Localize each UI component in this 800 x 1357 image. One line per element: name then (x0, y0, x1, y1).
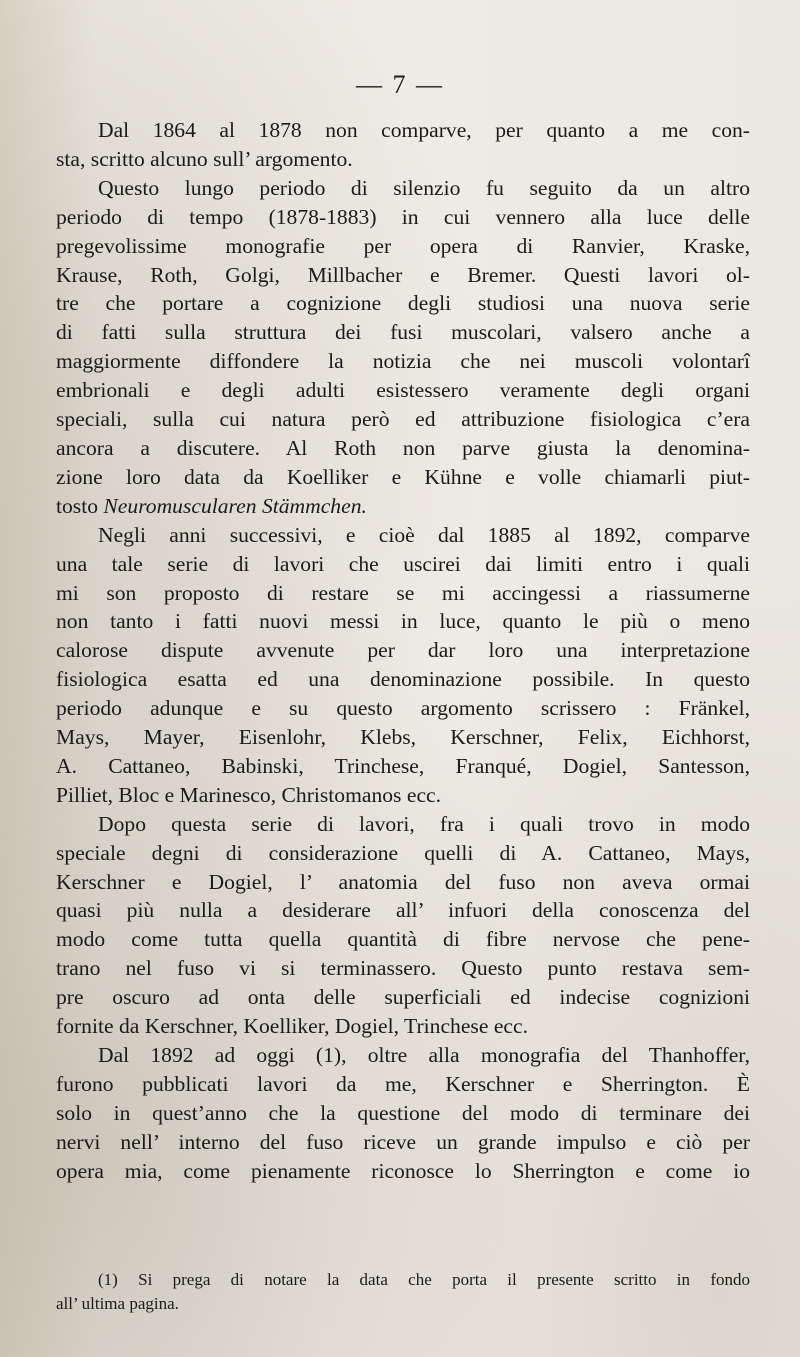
text-line-content: tre che portare a cognizione degli studiosi una nuova serie (56, 291, 750, 316)
text-line (56, 376, 750, 405)
text-line (56, 1128, 750, 1157)
text-line-content: Questo lungo periodo di silenzio fu seguito da un altro (98, 175, 750, 200)
text-line-content: periodo di tempo (1878-1883) in cui vennero alla luce delle (56, 204, 750, 229)
text-line (56, 925, 750, 954)
text-line (56, 203, 750, 232)
text-line (56, 405, 750, 434)
text-line-content: embrionali e degli adulti esistessero veramente degli organi (56, 378, 750, 403)
text-line-content: sta, scritto alcuno sull’ argomento. (56, 146, 353, 171)
text-line-content: Krause, Roth, Golgi, Millbacher e Bremer. Questi lavori ol- (56, 262, 750, 287)
text-line (56, 694, 750, 723)
text-line (56, 1157, 750, 1186)
text-line (56, 896, 750, 925)
text-line-content: di fatti sulla struttura dei fusi muscolari, valsero anche a (56, 320, 750, 345)
text-line (56, 868, 750, 897)
text-line (56, 521, 750, 550)
footnote-line: (1) Si prega di notare la data che porta il presente scritto in fondo (98, 1270, 750, 1289)
text-line-content: ancora a discutere. Al Roth non parve giusta la denomina- (56, 435, 750, 460)
text-line (56, 810, 750, 839)
text-line (56, 492, 750, 521)
text-line (56, 318, 750, 347)
text-line-content: A. Cattaneo, Babinski, Trinchese, Franqué, Dogiel, Santesson, (56, 753, 750, 778)
text-line-content: quasi più nulla a desiderare all’ infuori della conoscenza del (56, 898, 750, 923)
text-line (56, 434, 750, 463)
text-line-content: Kerschner e Dogiel, l’ anatomia del fuso non aveva ormai (56, 869, 750, 894)
main-text (56, 116, 750, 1186)
text-line-content: Mays, Mayer, Eisenlohr, Klebs, Kerschner, Felix, Eichhorst, (56, 725, 750, 750)
text-line-content: furono pubblicati lavori da me, Kerschner e Sherrington. È (56, 1071, 750, 1096)
text-line-content: pregevolissime monografie per opera di Ranvier, Kraske, (56, 233, 750, 258)
text-line-content: opera mia, come pienamente riconosce lo Sherrington e come io (56, 1158, 750, 1183)
text-line-content: Dal 1892 ad oggi (1), oltre alla monografia del Thanhoffer, (98, 1043, 750, 1067)
text-line (56, 289, 750, 318)
italic-term: Neuromuscularen Stämmchen. (103, 493, 367, 518)
text-line (56, 752, 750, 781)
text-line-content: nervi nell’ interno del fuso riceve un grande impulso e ciò per (56, 1129, 750, 1154)
text-line-content: solo in quest’anno che la questione del modo di terminare dei (56, 1100, 750, 1125)
text-line-content: fornite da Kerschner, Koelliker, Dogiel, Trinchese ecc. (56, 1014, 528, 1039)
text-line (56, 954, 750, 983)
text-line-content: periodo adunque e su questo argomento scrissero : Fränkel, (56, 696, 750, 721)
text-line (56, 1099, 750, 1128)
text-line-content: zione loro data da Koelliker e Kühne e volle chiamarli piut- (56, 464, 750, 489)
text-line (56, 116, 750, 145)
text-line (56, 463, 750, 492)
text-line-content: modo come tutta quella quantità di fibre nervose che pene- (56, 927, 750, 952)
text-line (56, 347, 750, 376)
footnote (56, 1268, 750, 1316)
page-number: — 7 — (356, 70, 444, 99)
text-line (56, 174, 750, 203)
text-line (56, 1070, 750, 1099)
text-line (56, 261, 750, 290)
text-line (56, 1012, 750, 1041)
text-line (56, 579, 750, 608)
text-line (56, 983, 750, 1012)
text-line-content: speciali, sulla cui natura però ed attribuzione fisiologica c’era (56, 407, 750, 432)
text-line-content: tosto (56, 493, 104, 518)
text-line (56, 145, 750, 174)
footnote-line: all’ ultima pagina. (56, 1294, 179, 1313)
text-line (56, 665, 750, 694)
text-line (56, 550, 750, 579)
text-line (56, 607, 750, 636)
text-line-content: Dopo questa serie di lavori, fra i quali trovo in modo (98, 811, 750, 836)
text-line-content: pre oscuro ad onta delle superficiali ed indecise cognizioni (56, 985, 750, 1010)
text-line-content: maggiormente diffondere la notizia che nei muscoli volontarî (56, 349, 750, 374)
text-line-content: una tale serie di lavori che uscirei dai limiti entro i quali (56, 551, 750, 576)
text-line (56, 232, 750, 261)
text-line (56, 1041, 750, 1070)
text-line-content: non tanto i fatti nuovi messi in luce, quanto le più o meno (56, 609, 750, 634)
text-line (56, 723, 750, 752)
text-line-content: speciale degni di considerazione quelli di A. Cattaneo, Mays, (56, 840, 750, 865)
text-line-content: fisiologica esatta ed una denominazione possibile. In questo (56, 667, 750, 692)
text-line-content: Pilliet, Bloc e Marinesco, Christomanos ecc. (56, 782, 442, 807)
text-line (56, 781, 750, 810)
text-line-content: Negli anni successivi, e cioè dal 1885 al 1892, comparve (98, 522, 750, 547)
text-line-content: trano nel fuso vi si terminassero. Questo punto restava sem- (56, 956, 750, 981)
text-line (56, 636, 750, 665)
text-line (56, 839, 750, 868)
text-line-content: calorose dispute avvenute per dar loro una interpretazione (56, 638, 750, 663)
text-line-content: Dal 1864 al 1878 non comparve, per quanto a me con- (98, 118, 750, 142)
text-line-content: mi son proposto di restare se mi accingessi a riassumerne (56, 580, 750, 605)
